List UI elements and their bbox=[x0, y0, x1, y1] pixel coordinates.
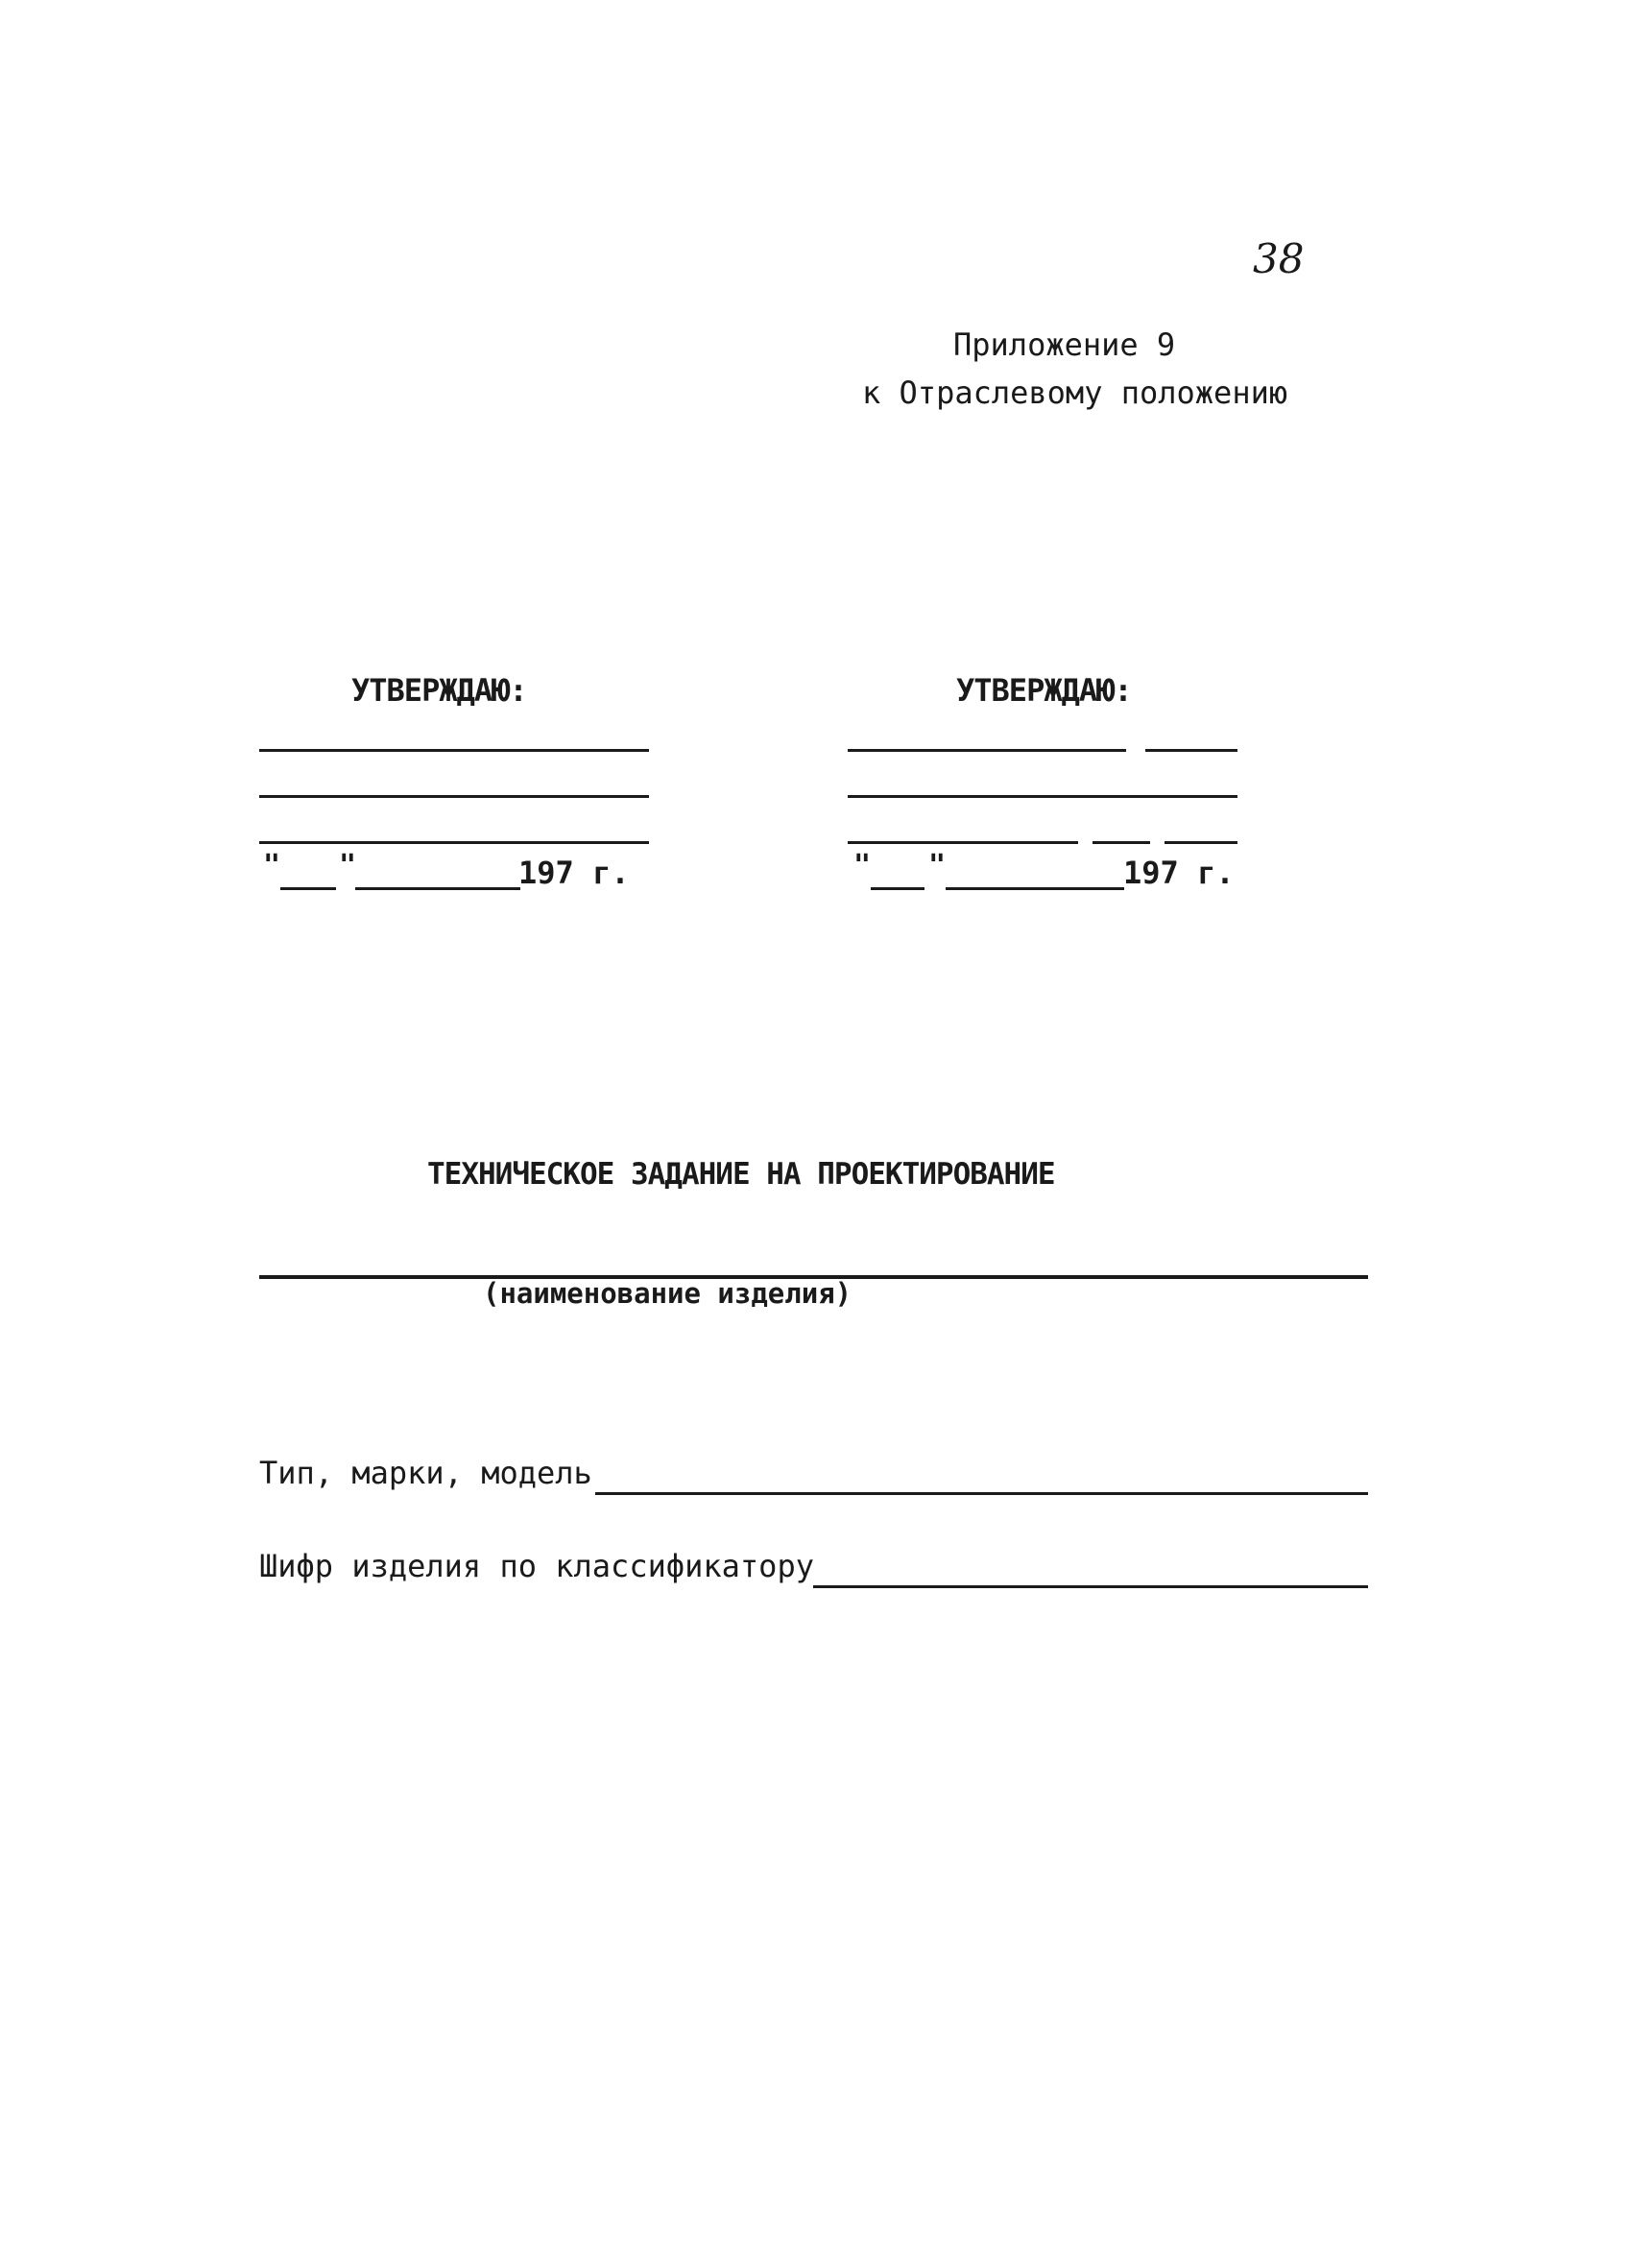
approval-block-left bbox=[259, 672, 662, 891]
day-line bbox=[280, 887, 336, 890]
signature-line bbox=[1165, 841, 1237, 844]
date-year: 197 г. bbox=[1123, 855, 1235, 891]
date-quote-close: " bbox=[928, 849, 947, 882]
date-row bbox=[259, 849, 662, 893]
signature-line bbox=[848, 841, 1078, 844]
approval-title: УТВЕРЖДАЮ: bbox=[956, 672, 1132, 709]
page-number: 38 bbox=[1253, 235, 1305, 282]
signature-line bbox=[259, 749, 649, 752]
type-field-line bbox=[595, 1492, 1368, 1495]
month-line bbox=[946, 887, 1124, 890]
approval-block-right bbox=[848, 672, 1251, 891]
signature-line bbox=[848, 795, 1237, 798]
classifier-code-label: Шифр изделия по классификатору bbox=[259, 1548, 814, 1584]
date-quote-open: " bbox=[853, 849, 872, 882]
type-field bbox=[259, 1455, 1368, 1497]
document-title: ТЕХНИЧЕСКОЕ ЗАДАНИЕ НА ПРОЕКТИРОВАНИЕ bbox=[427, 1157, 1055, 1192]
signature-line bbox=[259, 795, 649, 798]
signature-line bbox=[848, 749, 1126, 752]
classifier-code-field bbox=[259, 1548, 1368, 1590]
classifier-code-line bbox=[813, 1585, 1368, 1588]
date-row bbox=[848, 849, 1251, 893]
product-name-caption: (наименование изделия) bbox=[483, 1277, 853, 1310]
date-quote-close: " bbox=[339, 849, 357, 882]
day-line bbox=[871, 887, 925, 890]
month-line bbox=[355, 887, 520, 890]
approval-title: УТВЕРЖДАЮ: bbox=[351, 672, 527, 709]
signature-line bbox=[1145, 749, 1237, 752]
appendix-number: Приложение 9 bbox=[953, 326, 1176, 363]
date-quote-open: " bbox=[263, 849, 281, 882]
signature-line bbox=[259, 841, 649, 844]
date-year: 197 г. bbox=[518, 855, 630, 891]
type-field-label: Тип, марки, модель bbox=[259, 1455, 592, 1491]
signature-line bbox=[1093, 841, 1150, 844]
appendix-reference: к Отраслевому положению bbox=[862, 374, 1288, 411]
